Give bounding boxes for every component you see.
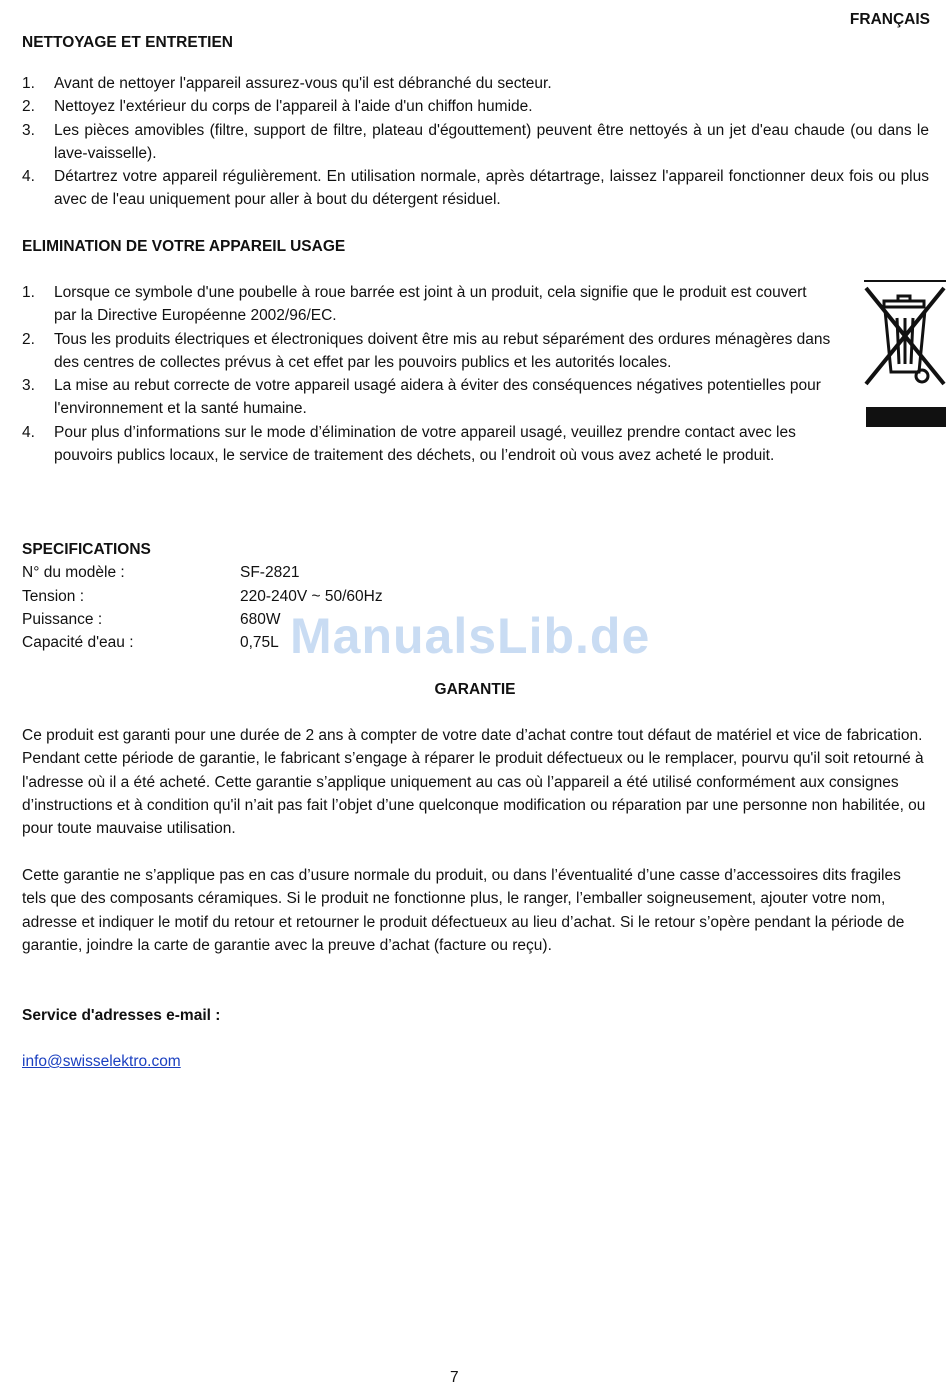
item-number: 4.	[22, 168, 35, 186]
cleaning-title: NETTOYAGE ET ENTRETIEN	[22, 34, 234, 51]
email-link[interactable]: info@swisselektro.com	[22, 1053, 181, 1070]
spec-value: SF-2821	[240, 564, 300, 582]
disposal-list	[22, 281, 832, 467]
spec-row	[22, 585, 522, 608]
list-item	[22, 119, 929, 166]
warranty-title: GARANTIE	[434, 681, 516, 698]
list-item	[22, 72, 929, 95]
item-text: Nettoyez l'extérieur du corps de l'appareil à l'aide d'un chiffon humide.	[54, 98, 533, 116]
list-item	[22, 374, 832, 421]
item-text: Les pièces amovibles (filtre, support de filtre, plateau d'égouttement) peuvent être nettoyés à un jet d'eau chaude (ou dans le lave-vaisselle).	[54, 121, 929, 162]
language-label: FRANÇAIS	[849, 11, 930, 28]
item-number: 3.	[22, 121, 35, 139]
crossed-bin-icon	[864, 280, 946, 430]
spec-row	[22, 561, 522, 584]
item-text: Pour plus d’informations sur le mode d’élimination de votre appareil usagé, veuillez prendre contact avec les pouvoirs publics locaux, le service de traitement des déchets, ou l’endroit où vous avez acheté le produit.	[54, 423, 796, 465]
item-number: 2.	[22, 98, 35, 116]
specifications-title: SPECIFICATIONS	[22, 541, 151, 558]
warranty-paragraph-2: Cette garantie ne s’applique pas en cas d’usure normale du produit, ou dans l’éventualité d’une casse d’accessoires dits fragiles tels que des composants céramiques. Si le produit ne fonctionne plus, le ranger, l’emballer soigneusement, ajouter votre nom, adresse et indiquer le motif du retour et retourner le produit défectueux au lieu d’achat. Si le retour s’opère pendant la période de garantie, joindre la carte de garantie avec la preuve d’achat (facture ou reçu).	[22, 867, 905, 954]
spec-label: N° du modèle :	[22, 564, 125, 582]
item-text: Détartrez votre appareil régulièrement. En utilisation normale, après détartrage, laissez l'appareil fonctionner deux fois ou plus avec de l'eau uniquement pour aller à bout du détergent résiduel.	[54, 168, 929, 209]
item-number: 1.	[22, 75, 35, 92]
item-text: Avant de nettoyer l'appareil assurez-vous qu'il est débranché du secteur.	[54, 75, 552, 92]
item-number: 2.	[22, 330, 35, 348]
item-number: 3.	[22, 377, 35, 395]
item-number: 4.	[22, 423, 35, 441]
spec-label: Puissance :	[22, 610, 103, 628]
list-item	[22, 328, 832, 375]
list-item	[22, 95, 929, 118]
disposal-title: ELIMINATION DE VOTRE APPAREIL USAGE	[22, 238, 346, 255]
item-text: La mise au rebut correcte de votre appareil usagé aidera à éviter des conséquences négatives potentielles pour l'environnement et la santé humaine.	[54, 377, 821, 418]
page-number: 7	[450, 1369, 459, 1386]
spec-label: Tension :	[22, 587, 85, 605]
cleaning-list	[22, 72, 929, 212]
spec-label: Capacité d'eau :	[22, 634, 134, 652]
item-number: 1.	[22, 284, 35, 301]
email-service-label: Service d'adresses e-mail :	[22, 1007, 221, 1024]
list-item	[22, 421, 832, 468]
spec-value: 220-240V ~ 50/60Hz	[240, 587, 383, 605]
list-item	[22, 165, 929, 212]
spec-value: 0,75L	[240, 634, 279, 652]
spec-value: 680W	[240, 610, 281, 628]
list-item	[22, 281, 832, 328]
item-text: Tous les produits électriques et électroniques doivent être mis au rebut séparément des ordures ménagères dans des centres de collectes prévus à cet effet par les pouvoirs publics et les autorités locales.	[54, 330, 831, 371]
watermark: ManualsLib.de	[290, 608, 651, 664]
item-text: Lorsque ce symbole d'une poubelle à roue barrée est joint à un produit, cela signifie que le produit est couvert par la Directive Européenne 2002/96/EC.	[54, 284, 807, 325]
warranty-paragraph-1: Ce produit est garanti pour une durée de 2 ans à compter de votre date d’achat contre tout défaut de matériel et vice de fabrication. Pendant cette période de garantie, le fabricant s’engage à réparer le produit défectueux ou le remplacer, pourvu qu'il soit retourné à l'adresse où il a été acheté. Cette garantie s’applique uniquement au cas où l’appareil a été utilisé conformément aux consignes d’instructions et à condition qu'il n’ait pas fait l’objet d’une quelconque modification ou réparation par une personne non habilitée, ou pour toute mauvaise utilisation.	[22, 727, 926, 838]
